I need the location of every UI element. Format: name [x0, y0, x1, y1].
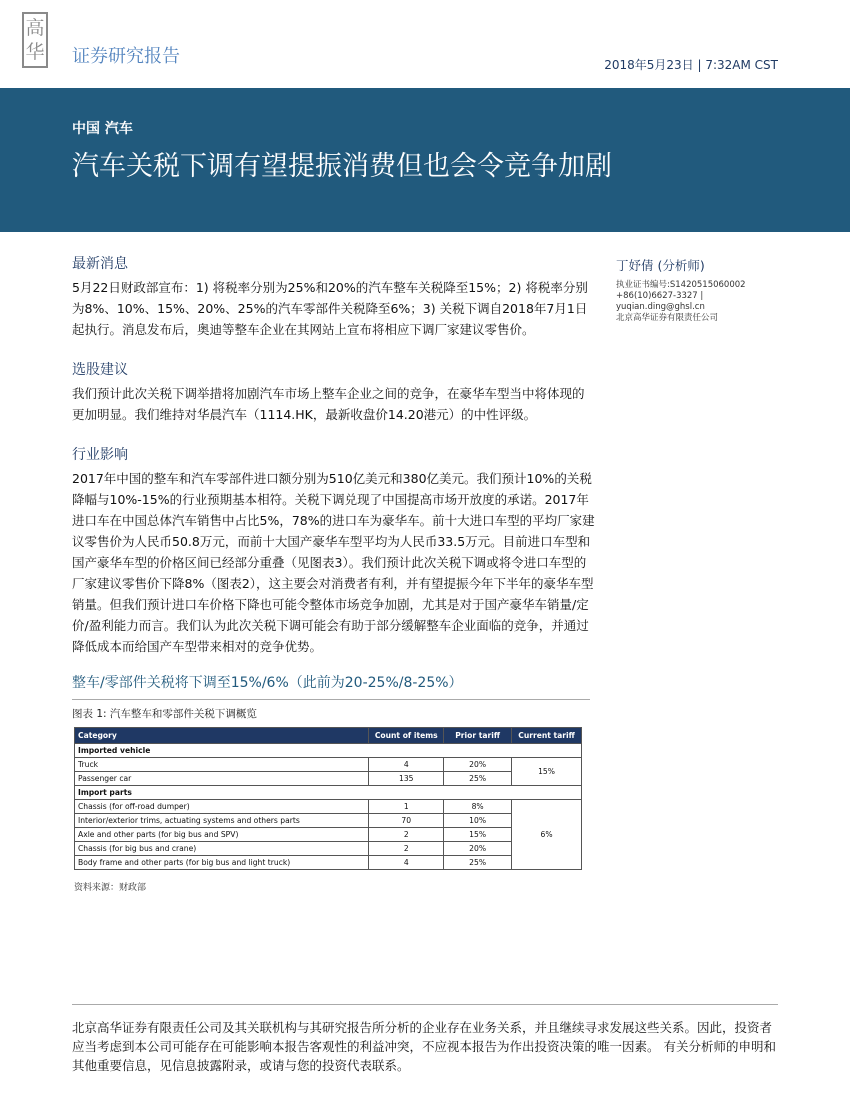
table-row — [75, 842, 582, 856]
prior-tariff-cell: 20% — [444, 842, 512, 856]
analyst-company: 北京高华证券有限责任公司 — [616, 313, 719, 323]
column-header: Category — [75, 728, 369, 744]
figure-caption: 图表 1: 汽车整车和零部件关税下调概览 — [72, 708, 257, 720]
analyst-email[interactable]: yuqian.ding@ghsl.cn — [616, 302, 705, 312]
section-body-picks: 我们预计此次关税下调举措将加剧汽车市场上整车企业之间的竞争，在豪华车型当中将体现的更加明显。我们维持对华晨汽车（1114.HK，最新收盘价14.20港元）的中性评级。 — [72, 386, 585, 422]
prior-tariff-cell: 10% — [444, 814, 512, 828]
count-cell: 2 — [369, 828, 444, 842]
analyst-license: 执业证书编号:S1420515060002 — [616, 280, 746, 290]
column-header: Prior tariff — [444, 728, 512, 744]
section-heading-picks: 选股建议 — [72, 362, 128, 378]
report-type: 证券研究报告 — [72, 46, 180, 67]
analyst-phone: +86(10)6627-3327 | — [616, 291, 704, 301]
logo-char-1: 高 — [25, 17, 45, 39]
table-row — [75, 814, 582, 828]
table-row — [75, 758, 582, 772]
report-datetime: 2018年5月23日 | 7:32AM CST — [604, 58, 778, 72]
count-cell: 4 — [369, 856, 444, 870]
group-label: Import parts — [75, 786, 582, 800]
count-cell: 1 — [369, 800, 444, 814]
table-row — [75, 800, 582, 814]
section-body-impact: 2017年中国的整车和汽车零部件进口额分别为510亿美元和380亿美元。我们预计10%的关税降幅与10%-15%的行业预期基本相符。关税下调兑现了中国提高市场开放度的承诺。2017年进口车在中国总体汽车销售中占比5%，78%的进口车为豪华车。前十大进口车型的平均厂家建议零售价为人民币50.8万元，而前十大国产豪华车型平均为人民币33.5万元。目前进口车型和国产豪华车型的价格区间已经部分重叠（见图表3）。我们预计此次关税下调或将令进口车型的厂家建议零售价下降8%（图表2），这主要会对消费者有利，并有望提振今年下半年的豪华车型销量。但我们预计进口车价格下降也可能令整体市场竞争加剧，尤其是对于国产豪华车销量/定价/盈利能力而言。我们认为此次关税下调可能会有助于部分缓解整车企业面临的竞争，并通过降低成本而给国产车型带来相对的竞争优势。 — [72, 471, 595, 654]
analyst-name: 丁妤倩 (分析师) — [616, 258, 705, 273]
logo-char-2: 华 — [25, 41, 45, 63]
group-label: Imported vehicle — [75, 744, 582, 758]
prior-tariff-cell: 15% — [444, 828, 512, 842]
section-heading-impact: 行业影响 — [72, 447, 128, 463]
table-row — [75, 828, 582, 842]
analyst-info — [616, 256, 806, 324]
category-cell: Interior/exterior trims, actuating systems and others parts — [75, 814, 369, 828]
table-header-row — [75, 728, 582, 744]
count-cell: 70 — [369, 814, 444, 828]
category-cell: Truck — [75, 758, 369, 772]
disclaimer: 北京高华证券有限责任公司及其关联机构与其研究报告所分析的企业存在业务关系，并且继续寻求发展这些关系。因此，投资者应当考虑到本公司可能存在可能影响本报告客观性的利益冲突，不应视本报告为作出投资决策的唯一因素。 有关分析师的申明和其他重要信息，见信息披露附录，或请与您的投资代表联系。 — [72, 1020, 776, 1073]
category-cell: Axle and other parts (for big bus and SPV) — [75, 828, 369, 842]
footer-divider — [72, 1004, 778, 1005]
sector-label: 中国 汽车 — [72, 121, 133, 137]
prior-tariff-cell: 8% — [444, 800, 512, 814]
count-cell: 135 — [369, 772, 444, 786]
section-heading-news: 最新消息 — [72, 256, 128, 272]
prior-tariff-cell: 25% — [444, 856, 512, 870]
category-cell: Body frame and other parts (for big bus and light truck) — [75, 856, 369, 870]
current-tariff-cell: 6% — [512, 800, 582, 870]
category-cell: Chassis (for big bus and crane) — [75, 842, 369, 856]
table-row — [75, 772, 582, 786]
logo — [22, 12, 48, 68]
tariff-section-heading: 整车/零部件关税将下调至15%/6%（此前为20-25%/8-25%） — [72, 675, 463, 691]
tariff-table — [74, 727, 582, 870]
category-cell: Chassis (for off-road dumper) — [75, 800, 369, 814]
column-header: Count of items — [369, 728, 444, 744]
table-group-row — [75, 744, 582, 758]
current-tariff-cell: 15% — [512, 758, 582, 786]
count-cell: 2 — [369, 842, 444, 856]
report-title: 汽车关税下调有望提振消费但也会令竞争加剧 — [72, 151, 612, 182]
count-cell: 4 — [369, 758, 444, 772]
figure-divider — [72, 699, 590, 700]
category-cell: Passenger car — [75, 772, 369, 786]
table-row — [75, 856, 582, 870]
data-source: 资料来源：财政部 — [74, 883, 147, 893]
prior-tariff-cell: 20% — [444, 758, 512, 772]
main-content — [72, 254, 596, 893]
table-group-row — [75, 786, 582, 800]
section-body-news: 5月22日财政部宣布：1) 将税率分别为25%和20%的汽车整车关税降至15%；2) 将税率分别为8%、10%、15%、20%、25%的汽车零部件关税降至6%；3) 关税下调自2018年7月1日起执行。消息发布后，奥迪等整车企业在其网站上宣布将相应下调厂家建议零售价。 — [72, 280, 588, 337]
column-header: Current tariff — [512, 728, 582, 744]
prior-tariff-cell: 25% — [444, 772, 512, 786]
